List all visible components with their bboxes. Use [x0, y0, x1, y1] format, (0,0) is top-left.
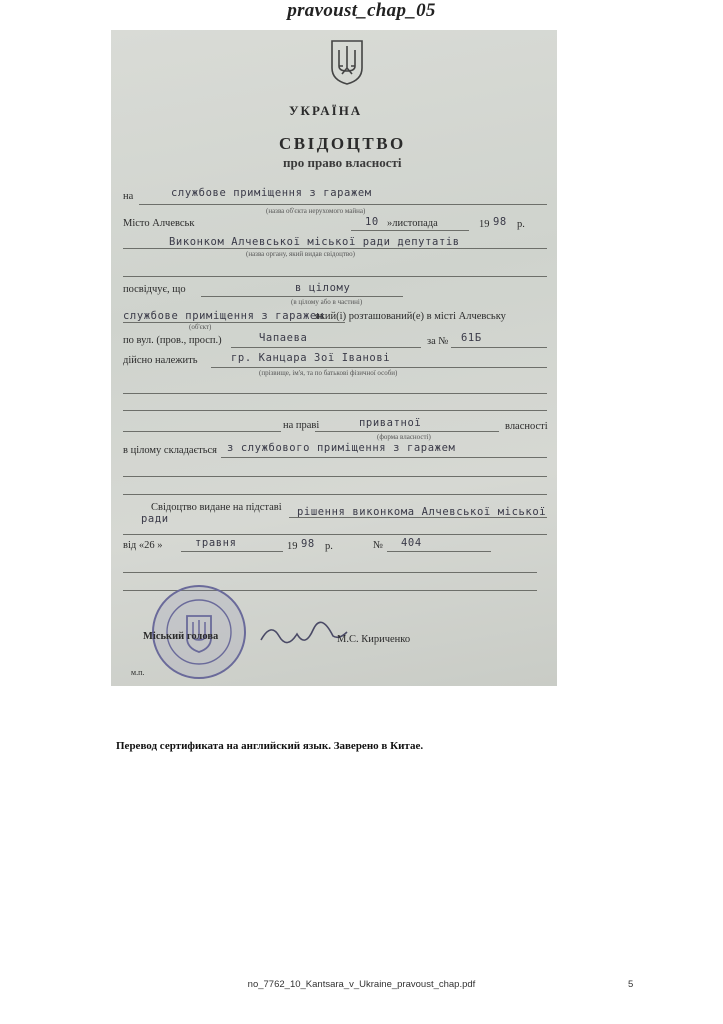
- page-header-title: pravoust_chap_05: [287, 0, 436, 21]
- day-value: 10: [365, 216, 379, 228]
- date-year-suffix: р.: [325, 541, 333, 552]
- owner-line: [211, 367, 547, 368]
- certifies-value: в цілому: [295, 282, 351, 294]
- footer-filename: no_7762_10_Kantsara_v_Ukraine_pravoust_chap.pdf: [247, 979, 476, 990]
- number-line: [451, 347, 547, 348]
- handwritten-signature: [257, 618, 349, 652]
- date-year-prefix: 19: [287, 541, 298, 552]
- basis-value-2: ради: [141, 513, 169, 525]
- month-line: [387, 230, 469, 231]
- number-value: 61Б: [461, 332, 482, 344]
- country-title: УКРАЇНА: [289, 103, 363, 118]
- consists-value: з службового приміщення з гаражем: [227, 442, 456, 454]
- year-value: 98: [493, 216, 507, 228]
- consists-label: в цілому складається: [123, 445, 217, 456]
- city-label: Місто Алчевськ: [123, 218, 195, 229]
- cert-number-line: [387, 551, 491, 552]
- issuer-line: [123, 248, 547, 249]
- date-from: від «26 »: [123, 540, 163, 551]
- right-pre-line: [123, 431, 281, 432]
- certificate-scan: [111, 30, 557, 686]
- basis-label: Свідоцтво видане на підставі: [151, 502, 282, 513]
- blank-line-6: [123, 572, 537, 573]
- month-value: »листопада: [387, 218, 438, 229]
- certifies-label: посвідчує, що: [123, 284, 186, 295]
- issuer-value: Виконком Алчевської міської ради депутатів: [169, 236, 460, 248]
- certifies-caption: (в цілому або в частині): [291, 298, 363, 306]
- basis-line: [289, 517, 547, 518]
- number-label: за №: [427, 336, 449, 347]
- object-value: службове приміщення з гаражем: [171, 187, 372, 199]
- trident-coat-of-arms-icon: [329, 38, 365, 86]
- owner-caption: (прізвище, ім'я, та по батькові фізичної особи): [259, 369, 398, 377]
- located-value: службове приміщення з гаражем: [123, 310, 324, 322]
- issuer-caption: (назва органу, який видав свідоцтво): [246, 250, 355, 258]
- certifies-line: [201, 296, 403, 297]
- located-line: [123, 322, 345, 323]
- object-caption: (назва об'єкта нерухомого майна): [266, 207, 366, 215]
- basis-value: рішення виконкома Алчевської міської: [297, 506, 547, 518]
- year-prefix: 19: [479, 219, 490, 230]
- mayor-name: М.С. Кириченко: [337, 634, 411, 645]
- footer-page-number: 5: [628, 979, 634, 990]
- right-suffix: власності: [505, 421, 548, 432]
- cert-number-value: 404: [401, 537, 422, 549]
- date-year-value: 98: [301, 538, 315, 550]
- basis-line-2: [123, 534, 547, 535]
- street-line: [231, 347, 421, 348]
- stamp-label: м.п.: [131, 668, 145, 677]
- date-month-line: [181, 551, 283, 552]
- blank-line-5: [123, 494, 547, 495]
- street-value: Чапаева: [259, 332, 308, 344]
- blank-line-4: [123, 476, 547, 477]
- doc-subtitle: про право власності: [283, 155, 402, 170]
- blank-line-1: [123, 276, 547, 277]
- right-label: на праві: [283, 420, 320, 431]
- right-value: приватної: [359, 417, 422, 429]
- located-text: який(і) розташований(е) в місті Алчевську: [315, 311, 506, 322]
- cert-number-label: №: [373, 540, 384, 551]
- object-line: [139, 204, 547, 205]
- street-label: по вул. (пров., просп.): [123, 335, 222, 346]
- right-caption: (форма власності): [377, 433, 431, 441]
- owner-label: дійсно належить: [123, 355, 198, 366]
- right-line: [315, 431, 499, 432]
- blank-line-2: [123, 393, 547, 394]
- located-caption: (об'єкт): [189, 323, 212, 331]
- date-month: травня: [195, 537, 237, 549]
- year-suffix: р.: [517, 219, 525, 230]
- doc-title: СВІДОЦТВО: [279, 134, 406, 153]
- object-prefix: на: [123, 191, 134, 202]
- blank-line-3: [123, 410, 547, 411]
- translation-note: Перевод сертификата на английский язык. Заверено в Китае.: [116, 740, 424, 752]
- consists-line: [221, 457, 547, 458]
- day-line: [351, 230, 387, 231]
- mayor-role: Міський голова: [143, 631, 219, 642]
- owner-value: гр. Канцара Зої Іванові: [231, 352, 391, 364]
